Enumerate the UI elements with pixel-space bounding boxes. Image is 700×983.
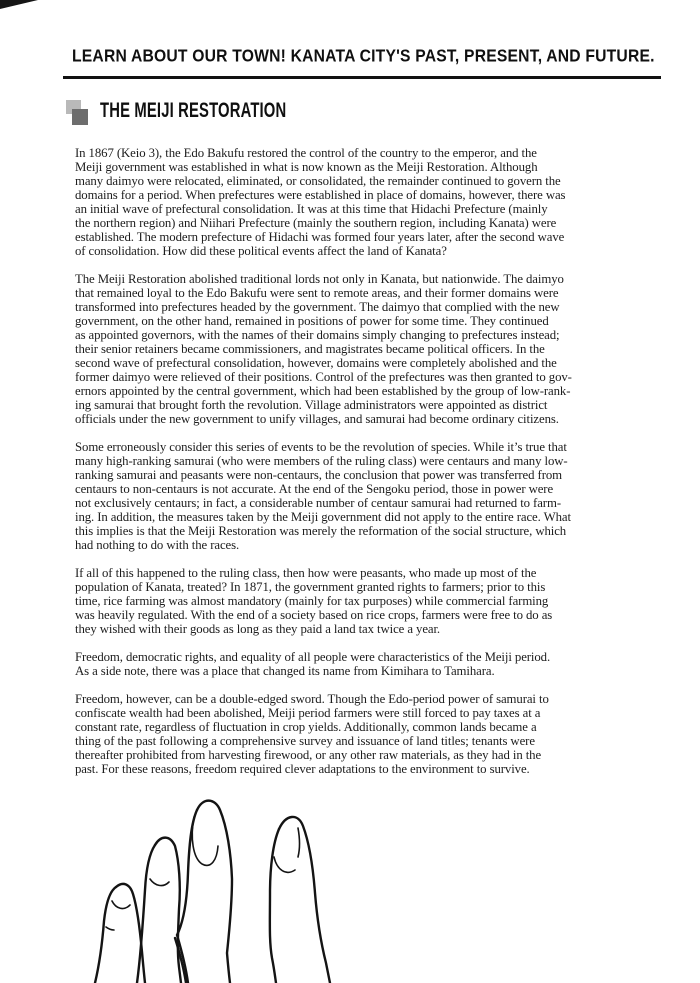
- paragraph: [75, 440, 667, 552]
- text-line: was heavily regulated. With the end of a society based on rice crops, farmers were free to do as: [75, 608, 553, 622]
- ring-nail: [150, 879, 169, 886]
- text-line: In 1867 (Keio 3), the Edo Bakufu restored the control of the country to the emperor, and the: [75, 146, 537, 160]
- square-dark: [72, 109, 88, 125]
- text-line: their senior retainers became commissioners, and magistrates became political officers. In the: [75, 342, 545, 356]
- text-line: Meiji government was established in what is now known as the Meiji Restoration. Although: [75, 160, 538, 174]
- text-line: Freedom, however, can be a double-edged sword. Though the Edo-period power of samurai to: [75, 692, 549, 706]
- page-header-title: LEARN ABOUT OUR TOWN! KANATA CITY'S PAST, PRESENT, AND FUTURE.: [72, 47, 655, 66]
- text-line: time, rice farming was almost mandatory (mainly for tax purposes) while commercial farming: [75, 594, 549, 608]
- text-line: past. For these reasons, freedom required clever adaptations to the environment to survive.: [75, 762, 530, 776]
- text-line: had nothing to do with the races.: [75, 538, 240, 552]
- index-left-edge: [270, 829, 279, 983]
- text-line: that remained loyal to the Edo Bakufu were sent to remote areas, and their former domains were: [75, 286, 559, 300]
- page-corner-scan-artifact: [0, 0, 38, 9]
- text-line: ing. In addition, the measures taken by the Meiji government did not apply to the entire race. What: [75, 510, 571, 524]
- text-line: Some erroneously consider this series of events to be the revolution of species. While it’s true that: [75, 440, 567, 454]
- text-line: If all of this happened to the ruling class, then how were peasants, who made up most of the: [75, 566, 537, 580]
- pinky-nail: [112, 901, 130, 908]
- text-line: this implies is that the Meiji Restoration was merely the reformation of the social structure, which: [75, 524, 567, 538]
- text-line: The Meiji Restoration abolished traditional lords not only in Kanata, but nationwide. The daimyo: [75, 272, 564, 286]
- text-line: many high-ranking samurai (who were members of the ruling class) were centaurs and many low-: [75, 454, 568, 468]
- text-line: many daimyo were relocated, eliminated, or consolidated, the remainder continued to govern the: [75, 174, 561, 188]
- text-line: ernors appointed by the central government, which had been established by the group of low-rank-: [75, 384, 571, 398]
- text-line: government, on the other hand, remained in positions of power for some time. They continued: [75, 314, 549, 328]
- index-tip-right-edge: [279, 817, 330, 983]
- text-line: thing of the past following a comprehensive survey and issuance of land titles; tenants were: [75, 734, 535, 748]
- paragraph: [75, 272, 667, 426]
- hand-illustration: [85, 790, 340, 983]
- text-line: as appointed governors, with the names of their domains simply changing to prefectures instead;: [75, 328, 560, 342]
- text-line: not exclusively centaurs; in fact, a considerable number of centaur samurai had returned to farm-: [75, 496, 561, 510]
- text-line: thereafter prohibited from harvesting firewood, or any other raw materials, as they had in the: [75, 748, 542, 762]
- paragraph: [75, 650, 667, 678]
- text-line: As a side note, there was a place that changed its name from Kimihara to Tamihara.: [75, 664, 495, 678]
- pinky-tip-right-edge: [116, 884, 145, 983]
- paragraph: [75, 146, 667, 258]
- text-line: an initial wave of prefectural consolidation. It was at this time that Hidachi Prefecture (mainly: [75, 202, 548, 216]
- text-line: confiscate wealth had been abolished, Meiji period farmers were still forced to pay taxes at a: [75, 706, 541, 720]
- index-nail: [274, 857, 295, 872]
- text-line: ranking samurai and peasants were non-centaurs, the conclusion that power was transferred from: [75, 468, 563, 482]
- ring-left-edge: [137, 845, 155, 983]
- text-line: centaurs to non-centaurs is not accurate. At the end of the Sengoku period, those in power were: [75, 482, 554, 496]
- text-line: population of Kanata, treated? In 1871, the government granted rights to farmers; prior to this: [75, 580, 546, 594]
- paragraph: [75, 566, 667, 636]
- overlapping-squares-icon: [66, 100, 90, 126]
- header-rule: [63, 76, 661, 79]
- section-title: THE MEIJI RESTORATION: [100, 99, 287, 123]
- text-line: Freedom, democratic rights, and equality of all people were characteristics of the Meiji period.: [75, 650, 551, 664]
- text-line: of consolidation. How did these political events affect the land of Kanata?: [75, 244, 447, 258]
- index-nail-side: [298, 828, 300, 857]
- middle-nail: [192, 817, 218, 865]
- text-line: officials under the new government to unify villages, and samurai had become ordinary citizens.: [75, 412, 559, 426]
- text-line: former daimyo were relieved of their positions. Control of the prefectures was then granted to gov-: [75, 370, 572, 384]
- pinky-crease: [106, 927, 114, 930]
- text-line: established. The modern prefecture of Hidachi was formed four years later, after the second wave: [75, 230, 565, 244]
- text-line: constant rate, regardless of fluctuation in crop yields. Additionally, common lands became a: [75, 720, 537, 734]
- article-body: [75, 146, 667, 790]
- paragraph: [75, 692, 667, 776]
- text-line: transformed into prefectures headed by the government. The daimyo that complied with the new: [75, 300, 560, 314]
- section-heading: [66, 98, 466, 128]
- text-line: ing samurai that brought forth the revolution. Village administrators were appointed as district: [75, 398, 548, 412]
- text-line: domains for a period. When prefectures were established in place of domains, however, there was: [75, 188, 566, 202]
- text-line: the northern region) and Niihari Prefecture (mainly the southern region, including Kanata) were: [75, 216, 557, 230]
- text-line: second wave of prefectural consolidation, however, domains were completely abolished and the: [75, 356, 557, 370]
- text-line: they wished with their goods as long as they paid a land tax twice a year.: [75, 622, 441, 636]
- ring-tip-right-edge: [155, 838, 181, 983]
- middle-tip-right-edge: [197, 801, 232, 983]
